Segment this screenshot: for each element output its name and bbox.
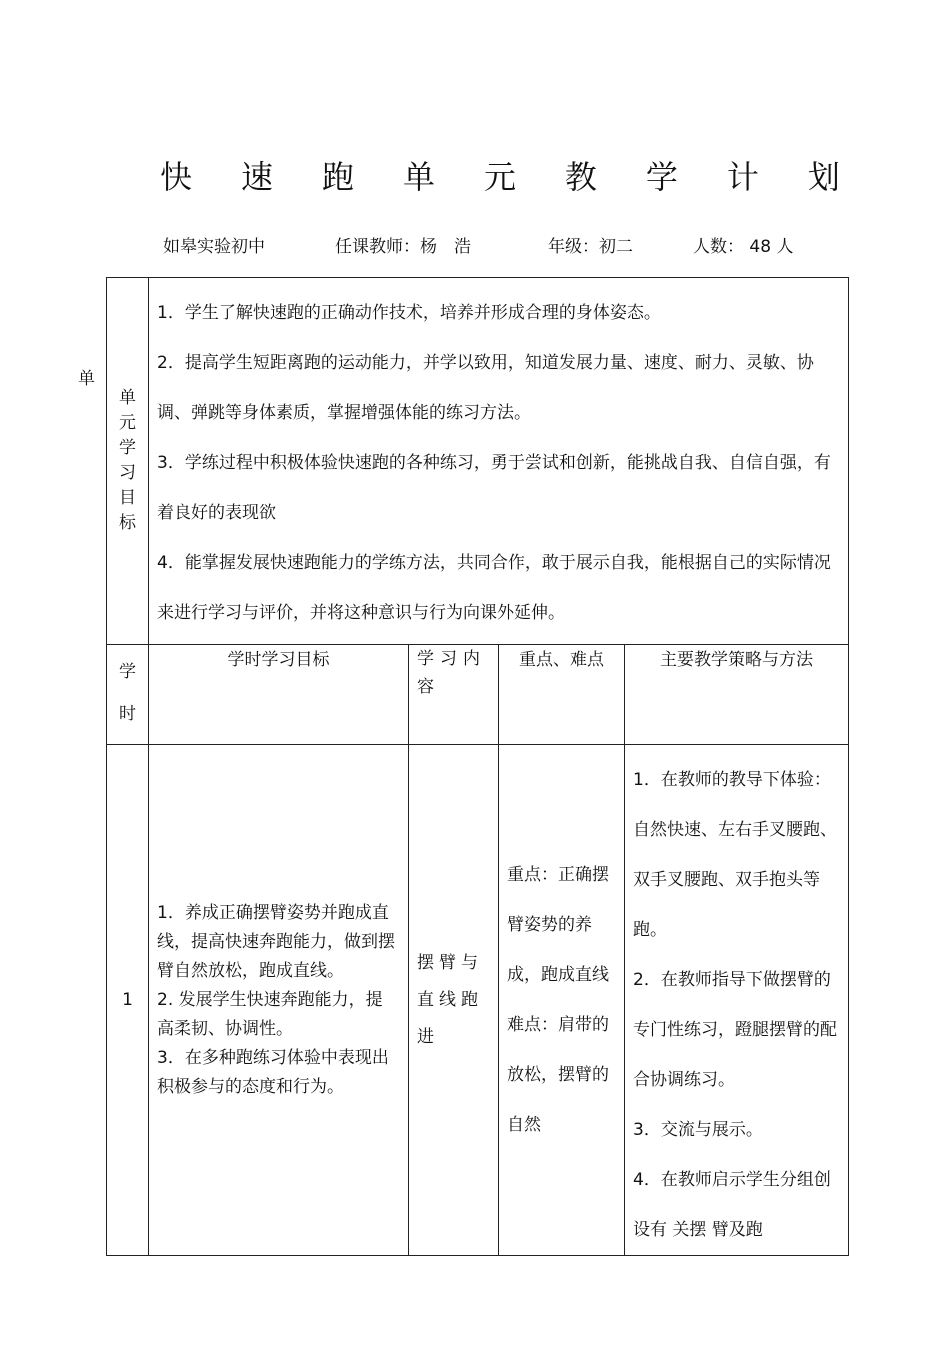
table-row — [107, 745, 849, 1256]
title-char: 划 — [807, 158, 840, 196]
header-period: 学 时 — [107, 645, 149, 745]
period-goals — [149, 745, 409, 1256]
unit-goals-label: 单 元 学 习 目 标 — [107, 278, 149, 645]
period-goal-item: 2. 发展学生快速奔跑能力，提高柔韧、协调性。 — [157, 989, 383, 1039]
header-content: 学习内容 — [409, 645, 499, 745]
table-header-row — [107, 645, 849, 745]
header-strategy: 主要教学策略与方法 — [625, 645, 849, 745]
title-char: 快 — [160, 158, 193, 196]
school-name: 如皋实验初中 — [163, 237, 265, 257]
unit-goals-row — [107, 278, 849, 645]
header-goal: 学时学习目标 — [149, 645, 409, 745]
period-key-points — [499, 745, 625, 1256]
unit-goal-item: 2．提高学生短距离跑的运动能力，并学以致用，知道发展力量、速度、耐力、灵敏、协调、弹跳等身体素质，掌握增强体能的练习方法。 — [157, 353, 814, 423]
unit-goal-item: 4．能掌握发展快速跑能力的学练方法，共同合作，敢于展示自我，能根据自己的实际情况来进行学习与评价，并将这种意识与行为向课外延伸。 — [157, 553, 831, 623]
title-char: 计 — [726, 158, 759, 196]
unit-goals-cell — [149, 278, 849, 645]
student-count: 人数： 48 人 — [693, 237, 794, 257]
unit-goal-item: 1．学生了解快速跑的正确动作技术，培养并形成合理的身体姿态。 — [157, 303, 661, 323]
document-title — [160, 152, 840, 198]
title-char: 学 — [645, 158, 678, 196]
strategy-item: 1．在教师的教导下体验：自然快速、左右手叉腰跑、双手叉腰跑、双手抱头等跑。 — [633, 770, 837, 940]
period-number: 1 — [107, 745, 149, 1256]
period-goal-item: 1．养成正确摆臂姿势并跑成直线，提高快速奔跑能力，做到摆臂自然放松，跑成直线。 — [157, 902, 395, 981]
strategy-item: 3．交流与展示。 — [633, 1120, 763, 1140]
header-key: 重点、难点 — [499, 645, 625, 745]
teacher-name: 任课教师：杨 浩 — [335, 237, 471, 257]
strategy-item: 2．在教师指导下做摆臂的专门性练习，蹬腿摆臂的配合协调练习。 — [633, 970, 837, 1090]
title-char: 教 — [564, 158, 597, 196]
teaching-plan-table — [106, 277, 849, 1256]
unit-goal-item: 3．学练过程中积极体验快速跑的各种练习，勇于尝试和创新，能挑战自我、自信自强，有着良好的表现欲 — [157, 453, 831, 523]
margin-char: 单 — [78, 369, 95, 389]
strategy-item: 4．在教师启示学生分组创 设有 关摆 臂及跑 — [633, 1170, 831, 1240]
title-char: 元 — [483, 158, 516, 196]
title-char: 单 — [402, 158, 435, 196]
difficulty-point: 难点：肩带的放松，摆臂的自然 — [507, 1015, 609, 1135]
period-goal-item: 3．在多种跑练习体验中表现出积极参与的态度和行为。 — [157, 1047, 389, 1097]
period-content: 摆臂与直线跑进 — [409, 745, 499, 1256]
title-char: 跑 — [321, 158, 354, 196]
key-point: 重点：正确摆臂姿势的养成，跑成直线 — [507, 865, 609, 985]
grade-info: 年级：初二 — [548, 237, 633, 257]
period-strategies — [625, 745, 849, 1256]
title-char: 速 — [240, 158, 273, 196]
